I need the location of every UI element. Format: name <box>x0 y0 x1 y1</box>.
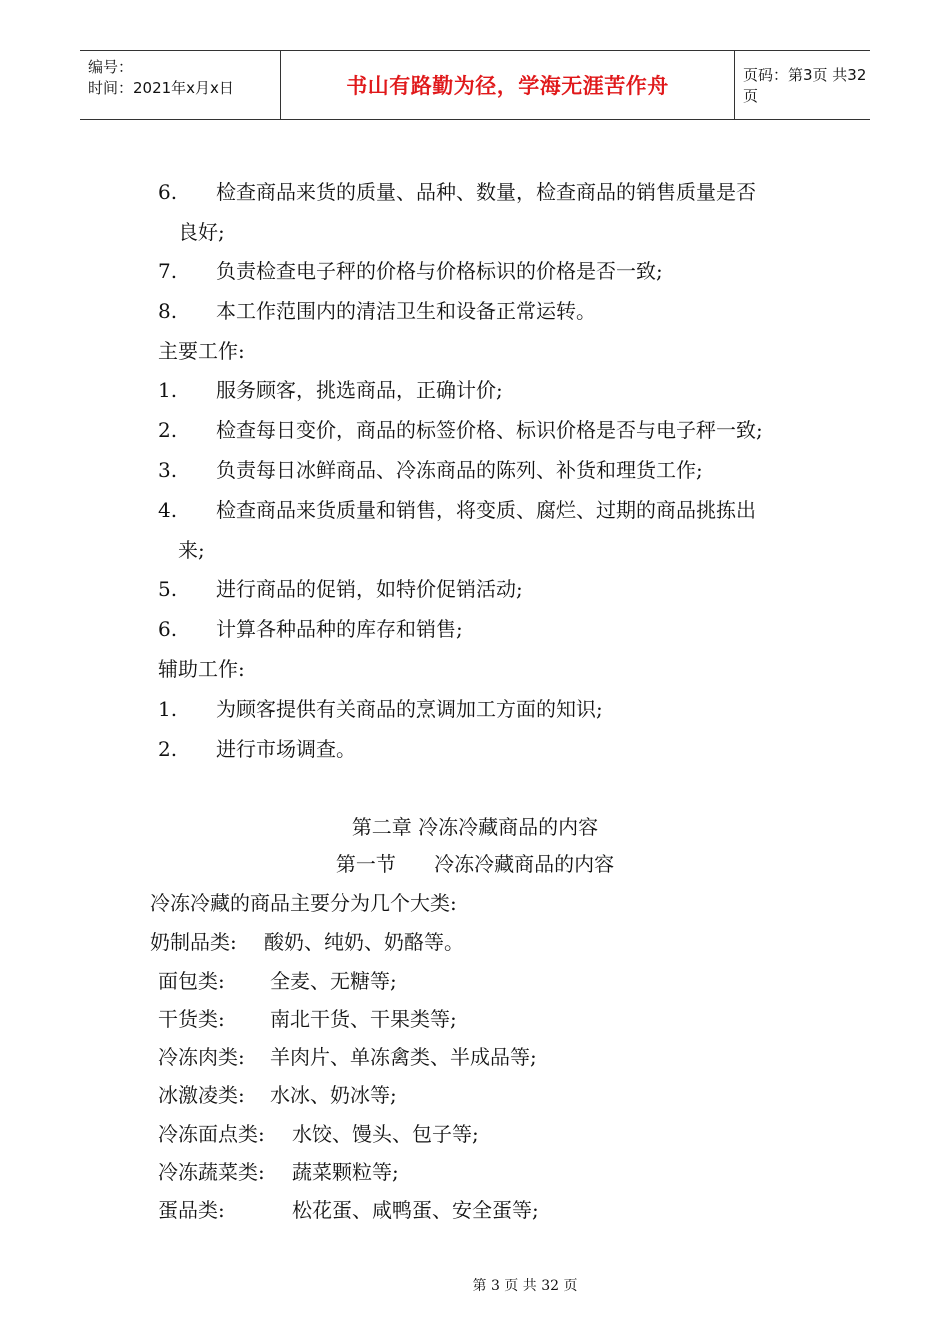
page-footer: 第 3 页 共 32 页 <box>472 1278 578 1294</box>
item-text: 负责检查电子秤的价格与价格标识的价格是否一致; <box>216 259 663 283</box>
page-header <box>80 50 870 120</box>
item-text: 负责每日冰鲜商品、冷冻商品的陈列、补货和理货工作; <box>216 458 703 482</box>
code-label: 编号： <box>88 58 134 76</box>
item-text: 为顾客提供有关商品的烹调加工方面的知识; <box>216 697 603 721</box>
item-text: 检查商品来货质量和销售，将变质、腐烂、过期的商品挑拣出 <box>216 498 756 522</box>
item-number: 6. <box>158 180 178 204</box>
item-text: 服务顾客，挑选商品，正确计价; <box>216 378 503 402</box>
time-label: 时间：2021年x月x日 <box>88 79 234 97</box>
category-label: 面包类: <box>158 969 225 993</box>
category-value: 水饺、馒头、包子等; <box>292 1122 479 1146</box>
category-label: 蛋品类: <box>158 1198 225 1222</box>
chapter-title: 第二章 冷冻冷藏商品的内容 <box>351 815 599 839</box>
category-label: 奶制品类: <box>150 930 237 954</box>
item-number: 3. <box>158 458 178 482</box>
main-work-heading: 主要工作: <box>158 339 245 363</box>
category-value: 酸奶、纯奶、奶酪等。 <box>264 930 464 954</box>
intro-text: 冷冻冷藏的商品主要分为几个大类: <box>150 891 457 915</box>
header-motto-cell <box>280 51 735 119</box>
item-text: 检查每日变价，商品的标签价格、标识价格是否与电子秤一致; <box>216 418 763 442</box>
item-number: 4. <box>158 498 178 522</box>
item-number: 2. <box>158 418 178 442</box>
header-meta <box>80 51 280 119</box>
category-label: 冷冻面点类: <box>158 1122 265 1146</box>
category-value: 全麦、无糖等; <box>270 969 397 993</box>
header-page-info: 页码：第3页 共32页 <box>743 66 867 105</box>
item-number: 1. <box>158 378 178 402</box>
aux-work-heading: 辅助工作: <box>158 657 245 681</box>
category-label: 冷冻肉类: <box>158 1045 245 1069</box>
item-number: 1. <box>158 697 178 721</box>
item-text: 进行商品的促销，如特价促销活动; <box>216 577 523 601</box>
section-title: 第一节 冷冻冷藏商品的内容 <box>335 852 615 876</box>
category-value: 南北干货、干果类等; <box>270 1007 457 1031</box>
item-text: 进行市场调查。 <box>216 737 356 761</box>
item-number: 7. <box>158 259 178 283</box>
item-number: 8. <box>158 299 178 323</box>
item-continuation: 来; <box>178 538 205 562</box>
item-text: 检查商品来货的质量、品种、数量，检查商品的销售质量是否 <box>216 180 756 204</box>
category-label: 干货类: <box>158 1007 225 1031</box>
item-continuation: 良好; <box>178 220 225 244</box>
category-value: 蔬菜颗粒等; <box>292 1160 399 1184</box>
item-text: 计算各种品种的库存和销售; <box>216 617 463 641</box>
item-number: 2. <box>158 737 178 761</box>
category-label: 冷冻蔬菜类: <box>158 1160 265 1184</box>
category-value: 水冰、奶冰等; <box>270 1083 397 1107</box>
category-value: 松花蛋、咸鸭蛋、安全蛋等; <box>292 1198 539 1222</box>
header-motto: 书山有路勤为径，学海无涯苦作舟 <box>346 74 669 98</box>
item-number: 5. <box>158 577 178 601</box>
item-number: 6. <box>158 617 178 641</box>
category-label: 冰激凌类: <box>158 1083 245 1107</box>
category-value: 羊肉片、单冻禽类、半成品等; <box>270 1045 537 1069</box>
item-text: 本工作范围内的清洁卫生和设备正常运转。 <box>216 299 596 323</box>
